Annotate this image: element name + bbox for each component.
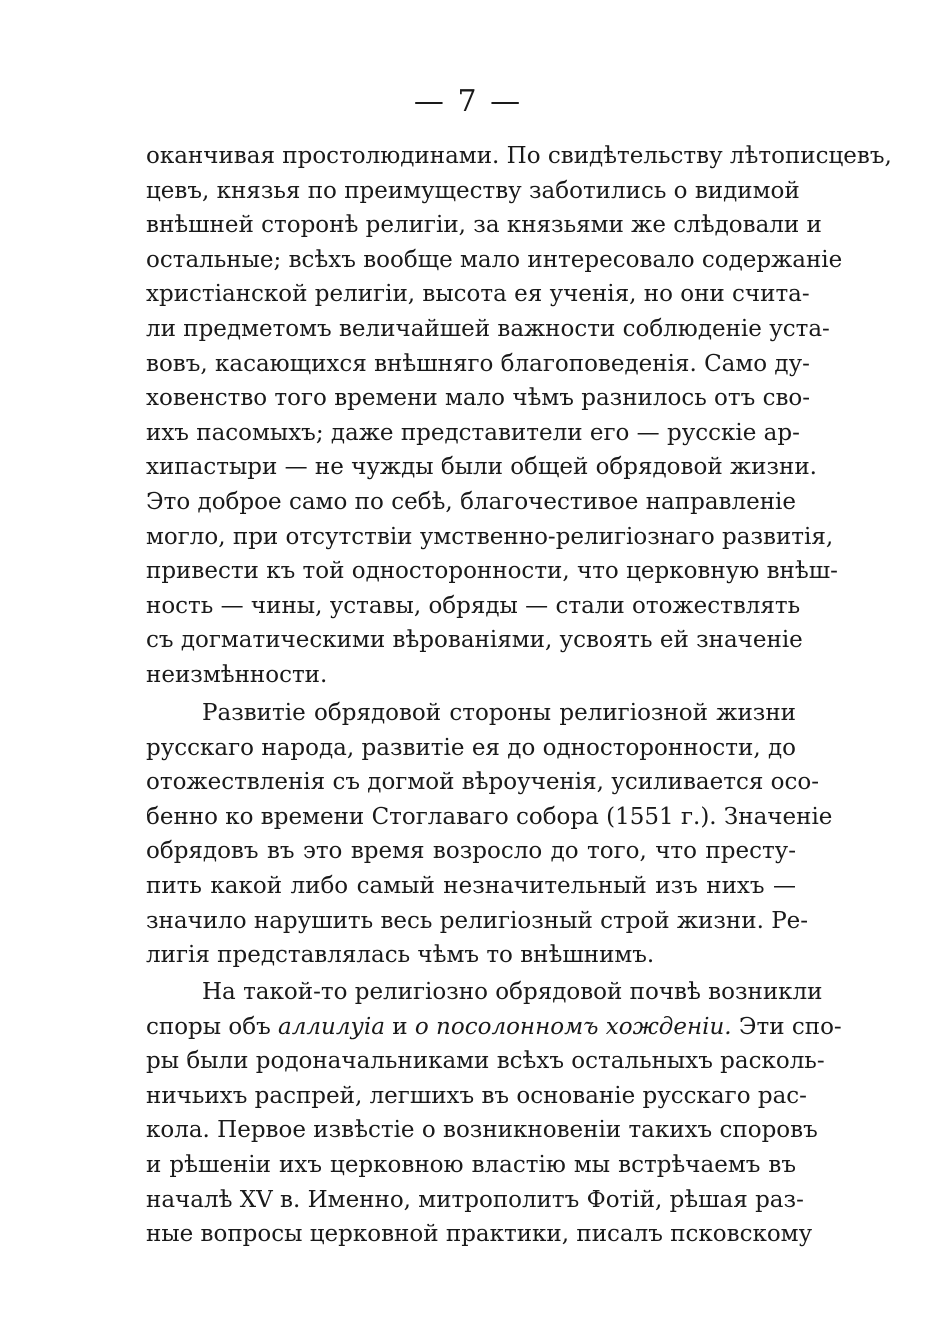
text-line: началѣ XV в. Именно, митрополитъ Фотій, рѣшая раз- [146, 1186, 804, 1213]
text-line: ли предметомъ величайшей важности соблюденіе уста- [146, 316, 830, 342]
text-line: ховенство того времени мало чѣмъ разнилось отъ сво- [146, 385, 811, 412]
text-line: отожествленія съ догмой вѣроученія, усиливается осо- [146, 769, 820, 796]
text-line: съ догматическими вѣрованіями, усвоять ей значеніе [146, 627, 803, 654]
text-line: лигія представлялась чѣмъ то внѣшнимъ. [146, 942, 655, 969]
text-line: На такой-то религіозно обрядовой почвѣ возникли [202, 979, 823, 1005]
page-number: — 7 — [413, 84, 523, 119]
text-line: христіанской религіи, высота ея ученія, но они счита- [146, 281, 810, 308]
text-line: ные вопросы церковной практики, писалъ псковскому [146, 1221, 813, 1248]
text-fragment: споры объ [146, 1013, 271, 1040]
text-line: вовъ, касающихся внѣшняго благоповеденія. Само ду- [146, 350, 810, 377]
text-line: хипастыри — не чужды были общей обрядовой жизни. [146, 454, 817, 481]
text-line: оканчивая простолюдинами. По свидѣтельству лѣтописцевъ, [146, 143, 892, 169]
text-line: остальные; всѣхъ вообще мало интересовало содержаніе [146, 246, 843, 273]
text-line: цевъ, князья по преимуществу заботились о видимой [146, 177, 800, 204]
text-line: и рѣшеніи ихъ церковною властію мы встрѣчаемъ въ [146, 1152, 796, 1178]
text-line: обрядовъ въ это время возросло до того, что престу- [146, 838, 796, 865]
text-fragment: Эти спо- [738, 1013, 842, 1040]
italic-term: о посолонномъ хожденіи. [414, 1013, 732, 1040]
text-line: пить какой либо самый незначительный изъ нихъ — [146, 873, 796, 899]
text-line: могло, при отсутствіи умственно-религіознаго развитія, [146, 523, 834, 550]
text-line: бенно ко времени Стоглаваго собора (1551 г.). Значеніе [146, 803, 833, 830]
text-line: значило нарушить весь религіозный строй жизни. Ре- [146, 907, 809, 934]
text-fragment: и [392, 1013, 408, 1040]
text-line: неизмѣнности. [146, 662, 328, 688]
text-line: русскаго народа, развитіе ея до односторонности, до [146, 734, 796, 761]
text-line: внѣшней сторонѣ религіи, за князьями же слѣдовали и [146, 212, 822, 239]
text-line: Это доброе само по себѣ, благочестивое направленіе [146, 489, 796, 515]
text-line: ихъ пасомыхъ; даже представители его — русскіе ар- [146, 419, 800, 446]
text-line: кола. Первое извѣстіе о возникновеніи такихъ споровъ [146, 1117, 818, 1144]
text-line: ничьихъ распрей, легшихъ въ основаніе русскаго рас- [146, 1082, 807, 1109]
text-line-mixed [146, 1009, 842, 1045]
italic-term: аллилуіа [278, 1013, 385, 1040]
text-line: Развитіе обрядовой стороны религіозной жизни [202, 700, 796, 726]
text-line: ры были родоначальниками всѣхъ остальныхъ расколь- [146, 1048, 825, 1075]
text-line: привести къ той односторонности, что церковную внѣш- [146, 558, 838, 585]
text-line: ность — чины, уставы, обряды — стали отожествлять [146, 592, 801, 619]
